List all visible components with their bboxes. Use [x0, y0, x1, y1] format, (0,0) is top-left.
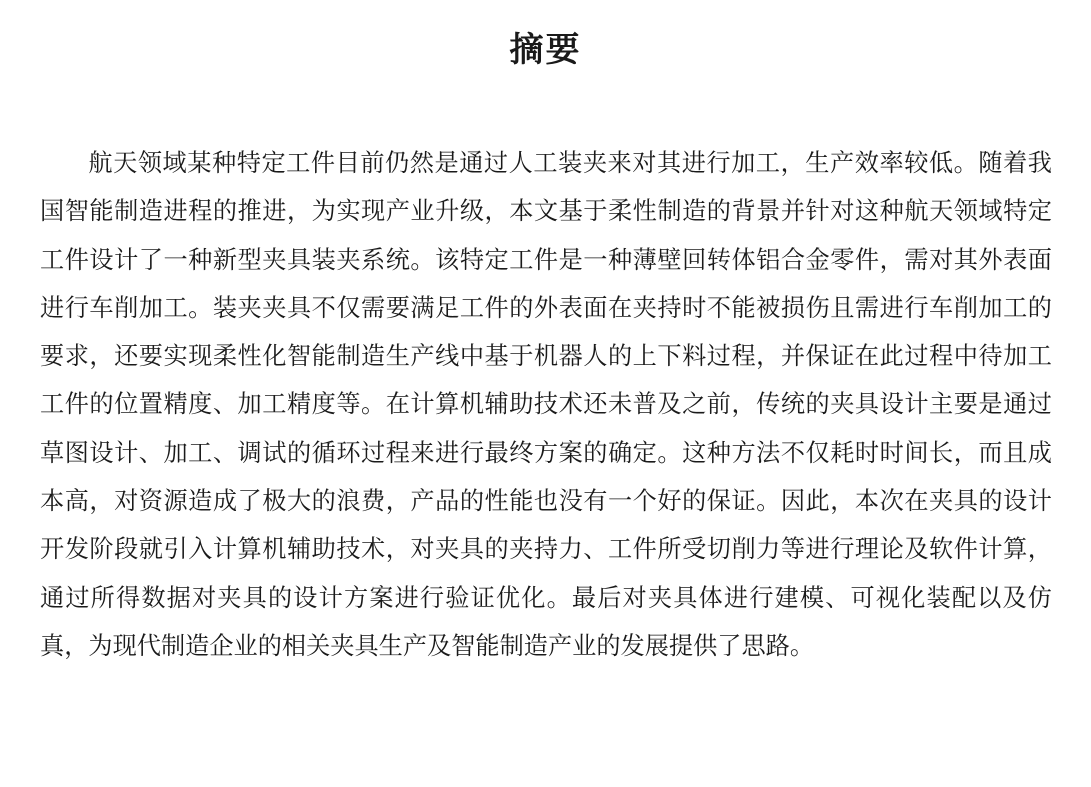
page-title: 摘要: [509, 29, 582, 70]
abstract-paragraph: 航天领域某种特定工件目前仍然是通过人工装夹来对其进行加工，生产效率较低。随着我国智能制造进程的推进，为实现产业升级，本文基于柔性制造的背景并针对这种航天领域特定工件设计了一种新型夹具装夹系统。该特定工件是一种薄壁回转体铝合金零件，需对其外表面进行车削加工。装夹夹具不仅需要满足工件的外表面在夹持时不能被损伤且需进行车削加工的要求，还要实现柔性化智能制造生产线中基于机器人的上下料过程，并保证在此过程中待加工工件的位置精度、加工精度等。在计算机辅助技术还未普及之前，传统的夹具设计主要是通过草图设计、加工、调试的循环过程来进行最终方案的确定。这种方法不仅耗时时间长，而且成本高，对资源造成了极大的浪费，产品的性能也没有一个好的保证。因此，本次在夹具的设计开发阶段就引入计算机辅助技术，对夹具的夹持力、工件所受切削力等进行理论及软件计算，通过所得数据对夹具的设计方案进行验证优化。最后对夹具体进行建模、可视化装配以及仿真，为现代制造企业的相关夹具生产及智能制造产业的发展提供了思路。: [40, 149, 1052, 660]
